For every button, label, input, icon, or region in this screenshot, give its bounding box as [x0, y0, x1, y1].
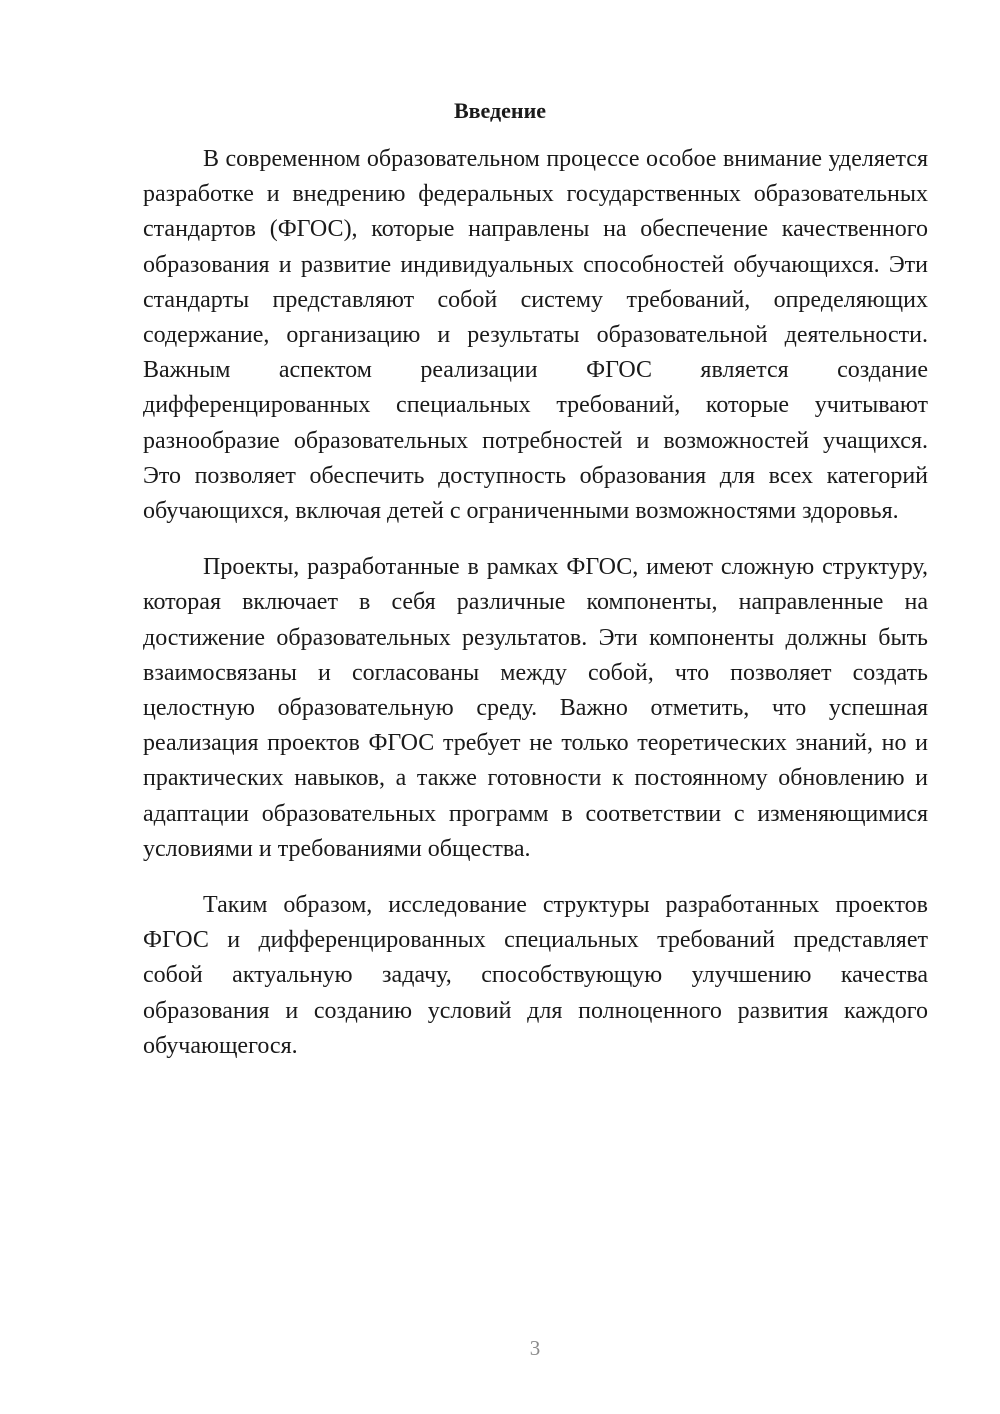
body-text — [143, 142, 928, 1064]
page-number: 3 — [529, 1336, 541, 1360]
paragraph-1: В современном образовательном процессе особое внимание уделяется разработке и внедрению федеральных государственных образовательных стандартов (ФГОС), которые направлены на обеспечение качественного образования и развитие индивидуальных способностей обучающихся. Эти стандарты представляют собой систему требований, определяющих содержание, организацию и результаты образовательной деятельности. Важным аспектом реализации ФГОС является создание дифференцированных специальных требований, которые учитывают разнообразие образовательных потребностей и возможностей учащихся. Это позволяет обеспечить доступность образования для всех категорий обучающихся, включая детей с ограниченными возможностями здоровья. — [143, 146, 928, 525]
paragraph-2: Проекты, разработанные в рамках ФГОС, имеют сложную структуру, которая включает в себя различные компоненты, направленные на достижение образовательных результатов. Эти компоненты должны быть взаимосвязаны и согласованы между собой, что позволяет создать целостную образовательную среду. Важно отметить, что успешная реализация проектов ФГОС требует не только теоретических знаний, но и практических навыков, а также готовности к постоянному обновлению и адаптации образовательных программ в соответствии с изменяющимися условиями и требованиями общества. — [143, 554, 928, 862]
paragraph-3: Таким образом, исследование структуры разработанных проектов ФГОС и дифференцированных специальных требований представляет собой актуальную задачу, способствующую улучшению качества образования и созданию условий для полноценного развития каждого обучающегося. — [143, 892, 928, 1059]
section-title: Введение — [453, 98, 547, 123]
